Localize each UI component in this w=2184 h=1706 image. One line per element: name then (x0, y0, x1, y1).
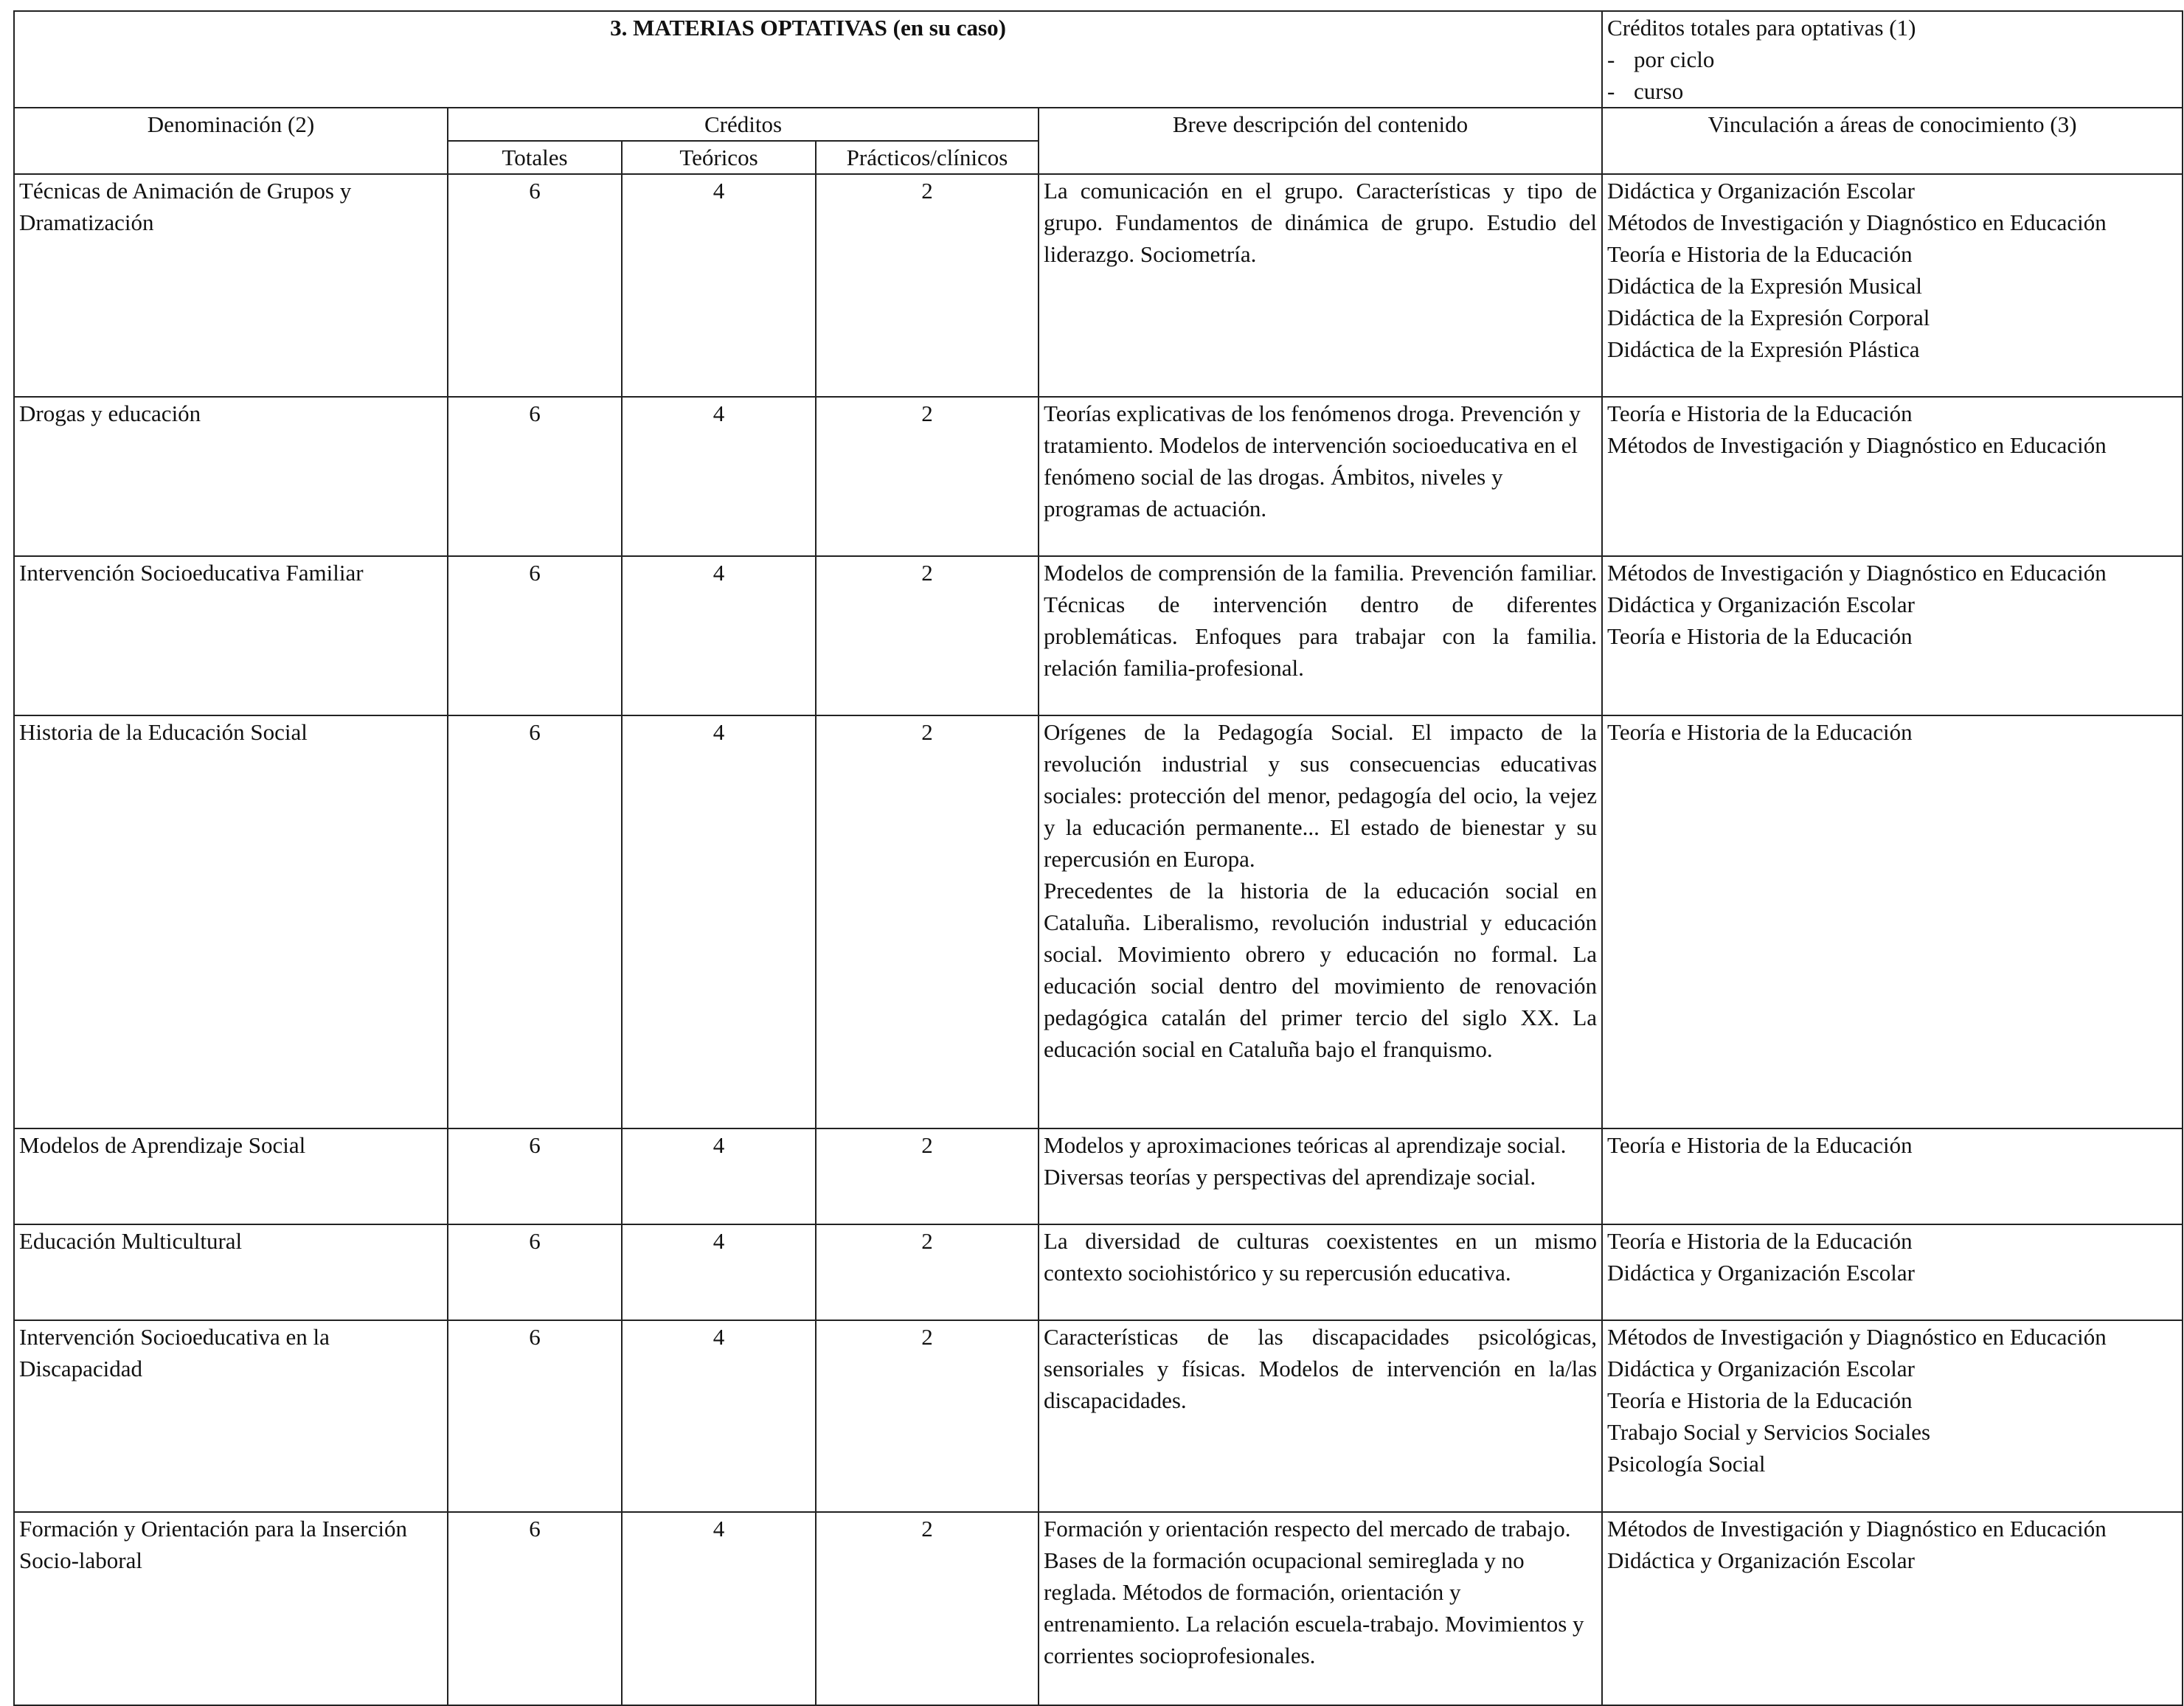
knowledge-areas (1602, 556, 2183, 715)
subject-name: Intervención Socioeducativa en la Discapacidad (14, 1320, 448, 1512)
credits-totales: 6 (448, 1224, 622, 1320)
subject-description (1039, 715, 1602, 1128)
subject-description: La comunicación en el grupo. Características y tipo de grupo. Fundamentos de dinámica de grupo. Estudio del liderazgo. Sociometría. (1039, 174, 1602, 397)
subject-description: Características de las discapacidades psicológicas, sensoriales y físicas. Modelos de intervención en la/las discapacidades. (1039, 1320, 1602, 1512)
subject-description: Modelos de comprensión de la familia. Prevención familiar. Técnicas de intervención dentro de diferentes problemáticas. Enfoques para trabajar con la familia. relación familia-profesional. (1039, 556, 1602, 715)
credits-totales: 6 (448, 556, 622, 715)
credits-totales: 6 (448, 715, 622, 1128)
subject-description: La diversidad de culturas coexistentes en un mismo contexto sociohistórico y su repercusión educativa. (1039, 1224, 1602, 1320)
credits-teoricos: 4 (622, 397, 816, 556)
col-header-denominacion: Denominación (2) (14, 108, 448, 174)
area-item: Teoría e Historia de la Educación (1607, 241, 1913, 267)
table-row (14, 174, 2183, 397)
credits-totales: 6 (448, 1512, 622, 1705)
subject-description: Teorías explicativas de los fenómenos droga. Prevención y tratamiento. Modelos de intervención socioeducativa en el fenómeno social de las drogas. Ámbitos, niveles y programas de actuación. (1039, 397, 1602, 556)
credits-item-dash: - (1607, 46, 1615, 72)
credits-teoricos: 4 (622, 1224, 816, 1320)
subject-description: Formación y orientación respecto del mercado de trabajo. Bases de la formación ocupacional semireglada y no reglada. Métodos de formación, orientación y entrenamiento. La relación escuela-trabajo. Movimientos y corrientes socioprofesionales. (1039, 1512, 1602, 1705)
area-item: Didáctica y Organización Escolar (1607, 1356, 1915, 1381)
description-paragraph: Precedentes de la historia de la educación social en Cataluña. Liberalismo, revolución industrial y educación social. Movimiento obrero y educación no formal. La educación social dentro del movimiento de renovación pedagógica catalán del primer tercio del siglo XX. La educación social en Cataluña bajo el franquismo. (1044, 878, 1598, 1062)
table-row (14, 1224, 2183, 1320)
credits-totales: 6 (448, 174, 622, 397)
area-item: Métodos de Investigación y Diagnóstico en Educación (1607, 560, 2107, 586)
credits-item-ciclo (1607, 44, 2177, 75)
credits-teoricos: 4 (622, 1320, 816, 1512)
area-item: Métodos de Investigación y Diagnóstico en Educación (1607, 432, 2107, 458)
subject-name: Modelos de Aprendizaje Social (14, 1128, 448, 1224)
table-row (14, 1320, 2183, 1512)
credits-practicos: 2 (816, 556, 1039, 715)
area-item: Métodos de Investigación y Diagnóstico en Educación (1607, 209, 2107, 235)
area-item: Métodos de Investigación y Diagnóstico en Educación (1607, 1516, 2107, 1542)
credits-practicos: 2 (816, 715, 1039, 1128)
knowledge-areas (1602, 174, 2183, 397)
knowledge-areas (1602, 397, 2183, 556)
subject-name: Educación Multicultural (14, 1224, 448, 1320)
credits-totales: 6 (448, 397, 622, 556)
title-row (14, 11, 2183, 108)
credits-totales: 6 (448, 1128, 622, 1224)
table-row (14, 397, 2183, 556)
area-item: Teoría e Historia de la Educación (1607, 1132, 1913, 1158)
subject-name: Historia de la Educación Social (14, 715, 448, 1128)
table-row (14, 1512, 2183, 1705)
area-item: Psicología Social (1607, 1451, 1766, 1477)
credits-teoricos: 4 (622, 1128, 816, 1224)
area-item: Didáctica de la Expresión Corporal (1607, 305, 1930, 330)
optional-subjects-table (13, 10, 2183, 1706)
area-item: Teoría e Historia de la Educación (1607, 719, 1913, 745)
col-header-vinculacion: Vinculación a áreas de conocimiento (3) (1602, 108, 2183, 174)
table-row (14, 556, 2183, 715)
header-row-1 (14, 108, 2183, 141)
area-item: Métodos de Investigación y Diagnóstico en Educación (1607, 1324, 2107, 1350)
table-row (14, 715, 2183, 1128)
description-paragraph: Orígenes de la Pedagogía Social. El impacto de la revolución industrial y sus consecuencias educativas sociales: protección del menor, pedagogía del ocio, la vejez y la educación permanente... El estado de bienestar y su repercusión en Europa. (1044, 719, 1598, 872)
knowledge-areas (1602, 1512, 2183, 1705)
credits-teoricos: 4 (622, 556, 816, 715)
col-header-descripcion: Breve descripción del contenido (1039, 108, 1602, 174)
area-item: Teoría e Historia de la Educación (1607, 1387, 1913, 1413)
col-header-creditos: Créditos (448, 108, 1039, 141)
knowledge-areas (1602, 1224, 2183, 1320)
credits-practicos: 2 (816, 174, 1039, 397)
area-item: Teoría e Historia de la Educación (1607, 401, 1913, 426)
table-row (14, 1128, 2183, 1224)
subject-description: Modelos y aproximaciones teóricas al aprendizaje social. Diversas teorías y perspectivas del aprendizaje social. (1039, 1128, 1602, 1224)
col-header-teoricos: Teóricos (622, 141, 816, 174)
knowledge-areas (1602, 1128, 2183, 1224)
document-page (13, 10, 2182, 1699)
col-header-totales: Totales (448, 141, 622, 174)
credits-practicos: 2 (816, 1512, 1039, 1705)
credits-practicos: 2 (816, 397, 1039, 556)
subject-name: Intervención Socioeducativa Familiar (14, 556, 448, 715)
area-item: Didáctica de la Expresión Plástica (1607, 336, 1920, 362)
total-credits-cell (1602, 11, 2183, 108)
area-item: Teoría e Historia de la Educación (1607, 623, 1913, 649)
credits-practicos: 2 (816, 1320, 1039, 1512)
credits-teoricos: 4 (622, 174, 816, 397)
knowledge-areas (1602, 715, 2183, 1128)
area-item: Trabajo Social y Servicios Sociales (1607, 1419, 1931, 1445)
area-item: Didáctica y Organización Escolar (1607, 1547, 1915, 1573)
total-credits-label: Créditos totales para optativas (1) (1607, 15, 1916, 41)
section-title: 3. MATERIAS OPTATIVAS (en su caso) (14, 11, 1602, 108)
credits-item-curso (1607, 75, 2177, 107)
subject-name: Formación y Orientación para la Inserción Socio-laboral (14, 1512, 448, 1705)
subject-name: Técnicas de Animación de Grupos y Dramatización (14, 174, 448, 397)
credits-item-label: curso (1634, 78, 1684, 104)
credits-totales: 6 (448, 1320, 622, 1512)
area-item: Didáctica y Organización Escolar (1607, 1260, 1915, 1286)
subject-name: Drogas y educación (14, 397, 448, 556)
credits-item-label: por ciclo (1634, 46, 1715, 72)
credits-teoricos: 4 (622, 715, 816, 1128)
credits-practicos: 2 (816, 1224, 1039, 1320)
credits-item-dash: - (1607, 78, 1615, 104)
area-item: Didáctica de la Expresión Musical (1607, 273, 1923, 299)
area-item: Teoría e Historia de la Educación (1607, 1228, 1913, 1254)
area-item: Didáctica y Organización Escolar (1607, 592, 1915, 617)
area-item: Didáctica y Organización Escolar (1607, 178, 1915, 204)
knowledge-areas (1602, 1320, 2183, 1512)
credits-practicos: 2 (816, 1128, 1039, 1224)
col-header-practicos: Prácticos/clínicos (816, 141, 1039, 174)
credits-teoricos: 4 (622, 1512, 816, 1705)
